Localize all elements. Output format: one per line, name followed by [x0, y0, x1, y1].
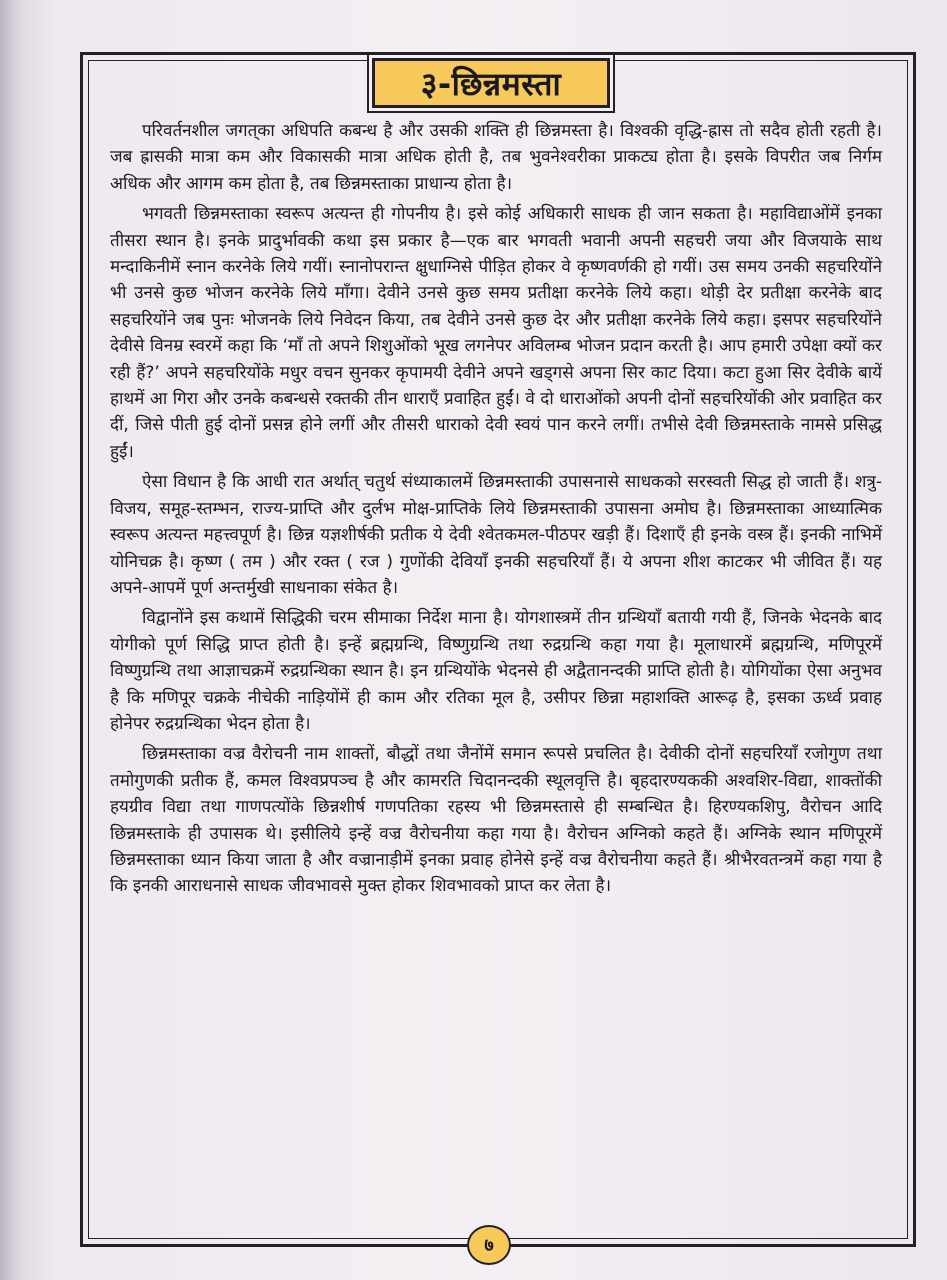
paragraph-2: भगवती छिन्नमस्ताका स्वरूप अत्यन्त ही गोपनीय है। इसे कोई अधिकारी साधक ही जान सकता है। महाविद्याओंमें इनका तीसरा स्थान है। इनके प्रादुर्भावकी कथा इस प्रकार है—एक बार भगवती भवानी अपनी सहचरी जया और विजयाके साथ मन्दाकिनीमें स्नान करनेके लिये गयीं। स्नानोपरान्त क्षुधाग्निसे पीड़ित होकर वे कृष्णवर्णकी हो गयीं। उस समय उनकी सहचरियोंने भी उनसे कुछ भोजन करनेके लिये माँगा। देवीने उनसे कुछ समय प्रतीक्षा करनेके लिये कहा। थोड़ी देर प्रतीक्षा करनेके बाद सहचरियोंने जब पुनः भोजनके लिये निवेदन किया, तब देवीने उनसे कुछ देर और प्रतीक्षा करनेके लिये कहा। इसपर सहचरियोंने देवीसे विनम्र स्वरमें कहा कि ‘माँ तो अपने शिशुओंको भूख लगनेपर अविलम्ब भोजन प्रदान करती है। आप हमारी उपेक्षा क्यों कर रही हैं?’ अपने सहचरियोंके मधुर वचन सुनकर कृपामयी देवीने अपने खड्गसे अपना सिर काट दिया। कटा हुआ सिर देवीके बायें हाथमें आ गिरा और उनके कबन्धसे रक्तकी तीन धाराएँ प्रवाहित हुईं। वे दो धाराओंको अपनी दोनों सहचरियोंकी ओर प्रवाहित कर दीं, जिसे पीती हुई दोनों प्रसन्न होने लगीं और तीसरी धाराको देवी स्वयं पान करने लगीं। तभीसे देवी छिन्नमस्ताके नामसे प्रसिद्ध हुईं। [110, 204, 882, 462]
chapter-title-box [372, 58, 610, 108]
paragraph-5: छिन्नमस्ताका वज्र वैरोचनी नाम शाक्तों, बौद्धों तथा जैनोंमें समान रूपसे प्रचलित है। देवीकी दोनों सहचरियाँ रजोगुण तथा तमोगुणकी प्रतीक हैं, कमल विश्वप्रपञ्च है और कामरति चिदानन्दकी स्थूलवृत्ति है। बृहदारण्यककी अश्वशिर-विद्या, शाक्तोंकी हयग्रीव विद्या तथा गाणपत्योंके छिन्नशीर्ष गणपतिका रहस्य भी छिन्नमस्तासे ही सम्बन्धित है। हिरण्यकशिपु, वैरोचन आदि छिन्नमस्ताके ही उपासक थे। इसीलिये इन्हें वज्र वैरोचनीया कहा गया है। वैरोचन अग्निको कहते हैं। अग्निके स्थान मणिपूरमें छिन्नमस्ताका ध्यान किया जाता है और वज्रानाड़ीमें इनका प्रवाह होनेसे इन्हें वज्र वैरोचनीया कहते हैं। श्रीभैरवतन्त्रमें कहा गया है कि इनकी आराधनासे साधक जीवभावसे मुक्त होकर शिवभावको प्राप्त कर लेता है। [110, 744, 882, 897]
page-number: ७ [467, 1225, 511, 1265]
paragraph-3: ऐसा विधान है कि आधी रात अर्थात् चतुर्थ संध्याकालमें छिन्नमस्ताकी उपासनासे साधकको सरस्वती सिद्ध हो जाती हैं। शत्रु-विजय, समूह-स्तम्भन, राज्य-प्राप्ति और दुर्लभ मोक्ष-प्राप्तिके लिये छिन्नमस्ताकी उपासना अमोघ है। छिन्नमस्ताका आध्यात्मिक स्वरूप अत्यन्त महत्त्वपूर्ण है। छिन्न यज्ञशीर्षकी प्रतीक ये देवी श्वेतकमल-पीठपर खड़ी हैं। दिशाएँ ही इनके वस्त्र हैं। इनकी नाभिमें योनिचक्र है। कृष्ण ( तम ) और रक्त ( रज ) गुणोंकी देवियाँ इनकी सहचरियाँ हैं। ये अपना शीश काटकर भी जीवित हैं। यह अपने-आपमें पूर्ण अन्तर्मुखी साधनाका संकेत है। [110, 472, 882, 598]
body-text [110, 118, 882, 904]
book-spine-shadow [0, 0, 24, 1280]
chapter-title: ३-छिन्नमस्ता [420, 64, 562, 103]
paragraph-4: विद्वानोंने इस कथामें सिद्धिकी चरम सीमाका निर्देश माना है। योगशास्त्रमें तीन ग्रन्थियाँ बतायी गयी हैं, जिनके भेदनके बाद योगीको पूर्ण सिद्धि प्राप्त होती है। इन्हें ब्रह्मग्रन्थि, विष्णुग्रन्थि तथा रुद्रग्रन्थि कहा गया है। मूलाधारमें ब्रह्मग्रन्थि, मणिपूरमें विष्णुग्रन्थि तथा आज्ञाचक्रमें रुद्रग्रन्थिका स्थान है। इन ग्रन्थियोंके भेदनसे ही अद्वैतानन्दकी प्राप्ति होती है। योगियोंका ऐसा अनुभव है कि मणिपूर चक्रके नीचेकी नाड़ियोंमें ही काम और रतिका मूल है, उसीपर छिन्ना महाशक्ति आरूढ़ है, इसका ऊर्ध्व प्रवाह होनेपर रुद्रग्रन्थिका भेदन होता है। [110, 608, 882, 734]
paragraph-1: परिवर्तनशील जगत्‌का अधिपति कबन्ध है और उसकी शक्ति ही छिन्नमस्ता है। विश्वकी वृद्धि-ह्रास तो सदैव होती रहती है। जब ह्रासकी मात्रा कम और विकासकी मात्रा अधिक होती है, तब भुवनेश्वरीका प्राकट्य होता है। इसके विपरीत जब निर्गम अधिक और आगम कम होता है, तब छिन्नमस्ताका प्राधान्य होता है। [110, 121, 882, 194]
